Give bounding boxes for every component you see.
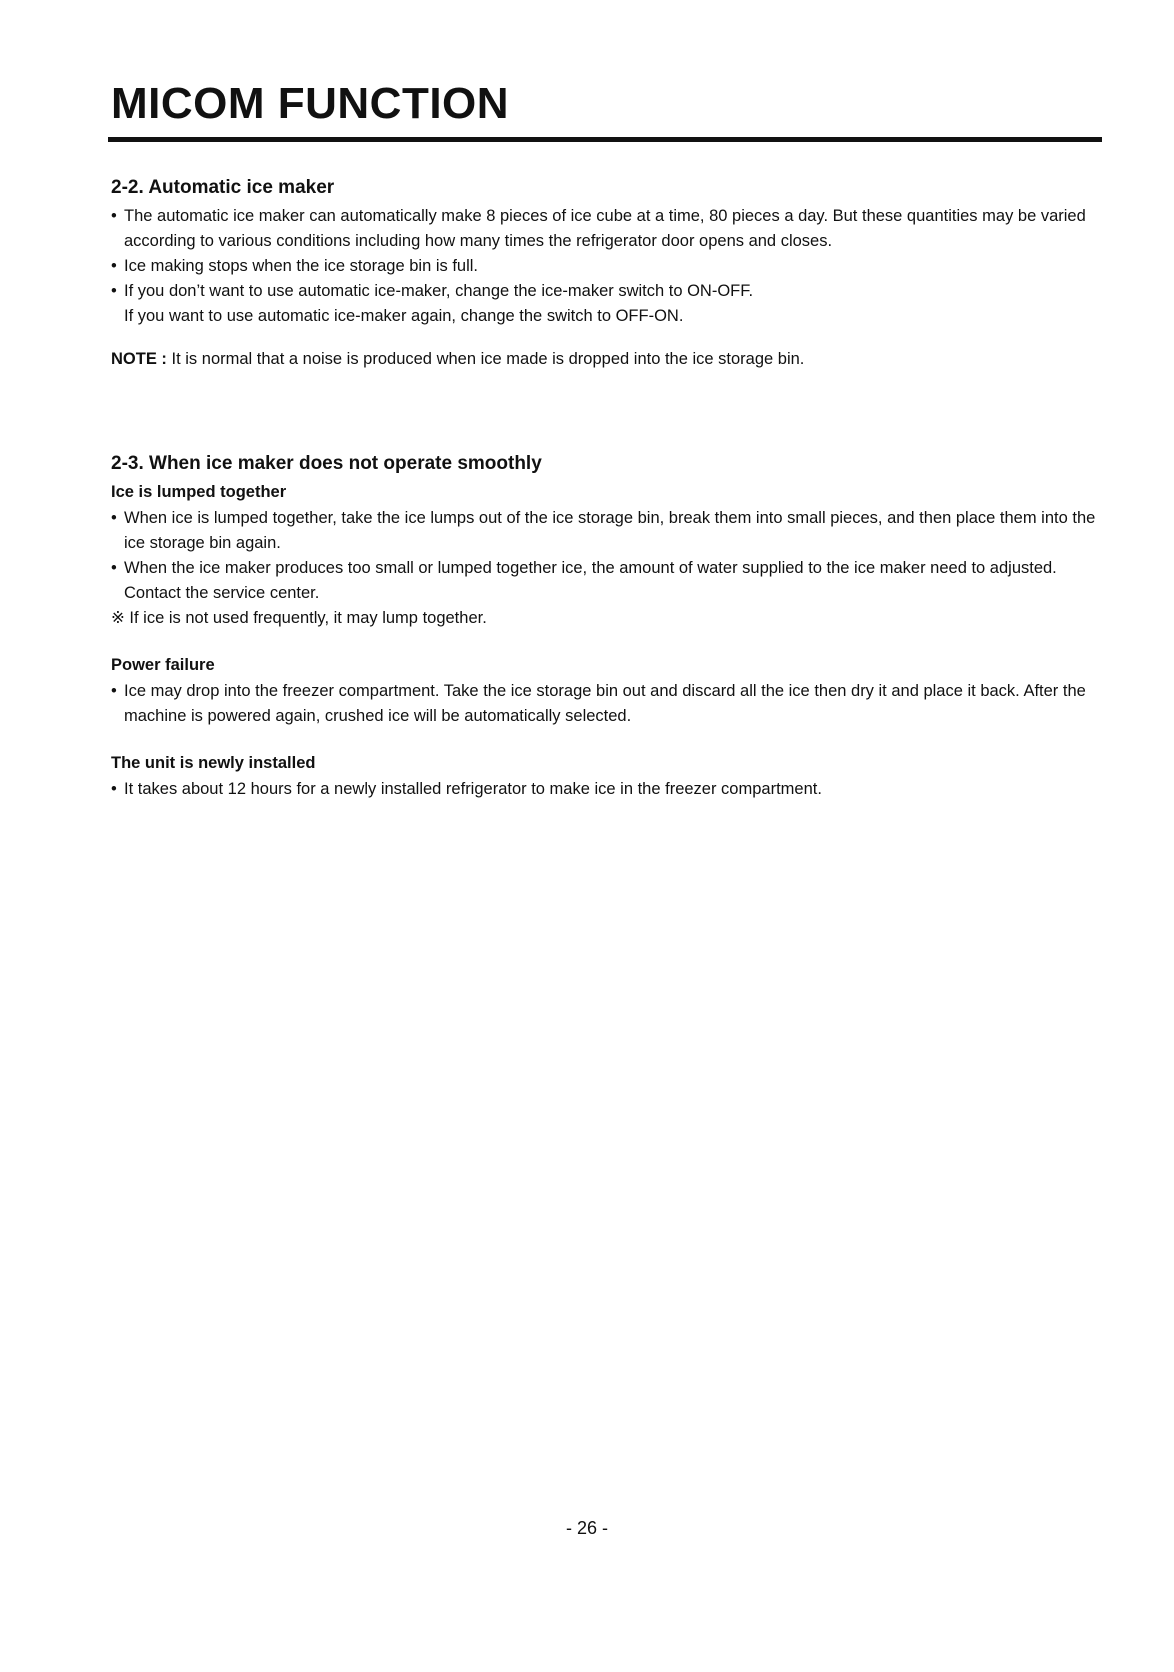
bullet-dot-icon: • — [111, 207, 117, 225]
list-item — [111, 254, 1101, 279]
bullet-dot-icon: • — [111, 509, 117, 527]
list-item — [111, 506, 1101, 556]
sub-heading-ice-lumped: Ice is lumped together — [111, 483, 287, 501]
list-item-text: When the ice maker produces too small or lumped together ice, the amount of water supplied to the ice maker need to adjusted. Contact the service center. — [124, 559, 1057, 602]
bullet-dot-icon: • — [111, 257, 117, 275]
list-item — [111, 204, 1101, 254]
spacer — [111, 729, 1101, 751]
bullet-dot-icon: • — [111, 282, 117, 300]
list-item-text: Ice making stops when the ice storage bin is full. — [124, 257, 479, 275]
bullet-dot-icon: • — [111, 559, 117, 577]
page-number: - 26 - — [565, 1518, 608, 1538]
note-text: It is normal that a noise is produced when ice made is dropped into the ice storage bin. — [171, 350, 805, 368]
list-item — [111, 556, 1101, 606]
bullet-list — [111, 679, 1101, 729]
list-item-continuation: If you want to use automatic ice-maker again, change the switch to OFF-ON. — [124, 307, 684, 325]
bullet-list — [111, 777, 1101, 802]
list-item-text: Ice may drop into the freezer compartment. Take the ice storage bin out and discard all the ice then dry it and place it back. After the machine is powered again, crushed ice will be automatically selected. — [124, 682, 1086, 725]
spacer — [111, 631, 1101, 653]
spacer — [111, 372, 1101, 452]
list-item — [111, 279, 1101, 304]
bullet-list — [111, 506, 1101, 606]
section-automatic-ice-maker — [111, 176, 1101, 372]
list-item-text: When ice is lumped together, take the ice lumps out of the ice storage bin, break them into small pieces, and then place them into the ice storage bin again. — [124, 509, 1096, 552]
list-item-text: If you don’t want to use automatic ice-maker, change the ice-maker switch to ON-OFF. — [124, 282, 754, 300]
bullet-list — [111, 204, 1101, 304]
section-ice-maker-troubleshooting — [111, 452, 1101, 802]
list-item — [111, 679, 1101, 729]
list-item-text: It takes about 12 hours for a newly installed refrigerator to make ice in the freezer compartment. — [124, 780, 822, 798]
sub-heading-newly-installed: The unit is newly installed — [111, 754, 316, 772]
note-label: NOTE : — [111, 350, 167, 368]
section-heading: 2-2. Automatic ice maker — [111, 177, 335, 198]
sub-heading-power-failure: Power failure — [111, 656, 215, 674]
note — [111, 347, 1101, 372]
page-title: MICOM FUNCTION — [111, 79, 510, 128]
title-rule — [108, 137, 1102, 142]
list-item — [111, 777, 1101, 802]
remark: ※ If ice is not used frequently, it may lump together. — [111, 609, 487, 627]
bullet-dot-icon: • — [111, 780, 117, 798]
bullet-dot-icon: • — [111, 682, 117, 700]
content — [111, 176, 1101, 802]
list-item-text: The automatic ice maker can automatically make 8 pieces of ice cube at a time, 80 pieces a day. But these quantities may be varied according to various conditions including how many times the refrigerator door opens and closes. — [124, 207, 1086, 250]
section-heading: 2-3. When ice maker does not operate smoothly — [111, 453, 542, 474]
